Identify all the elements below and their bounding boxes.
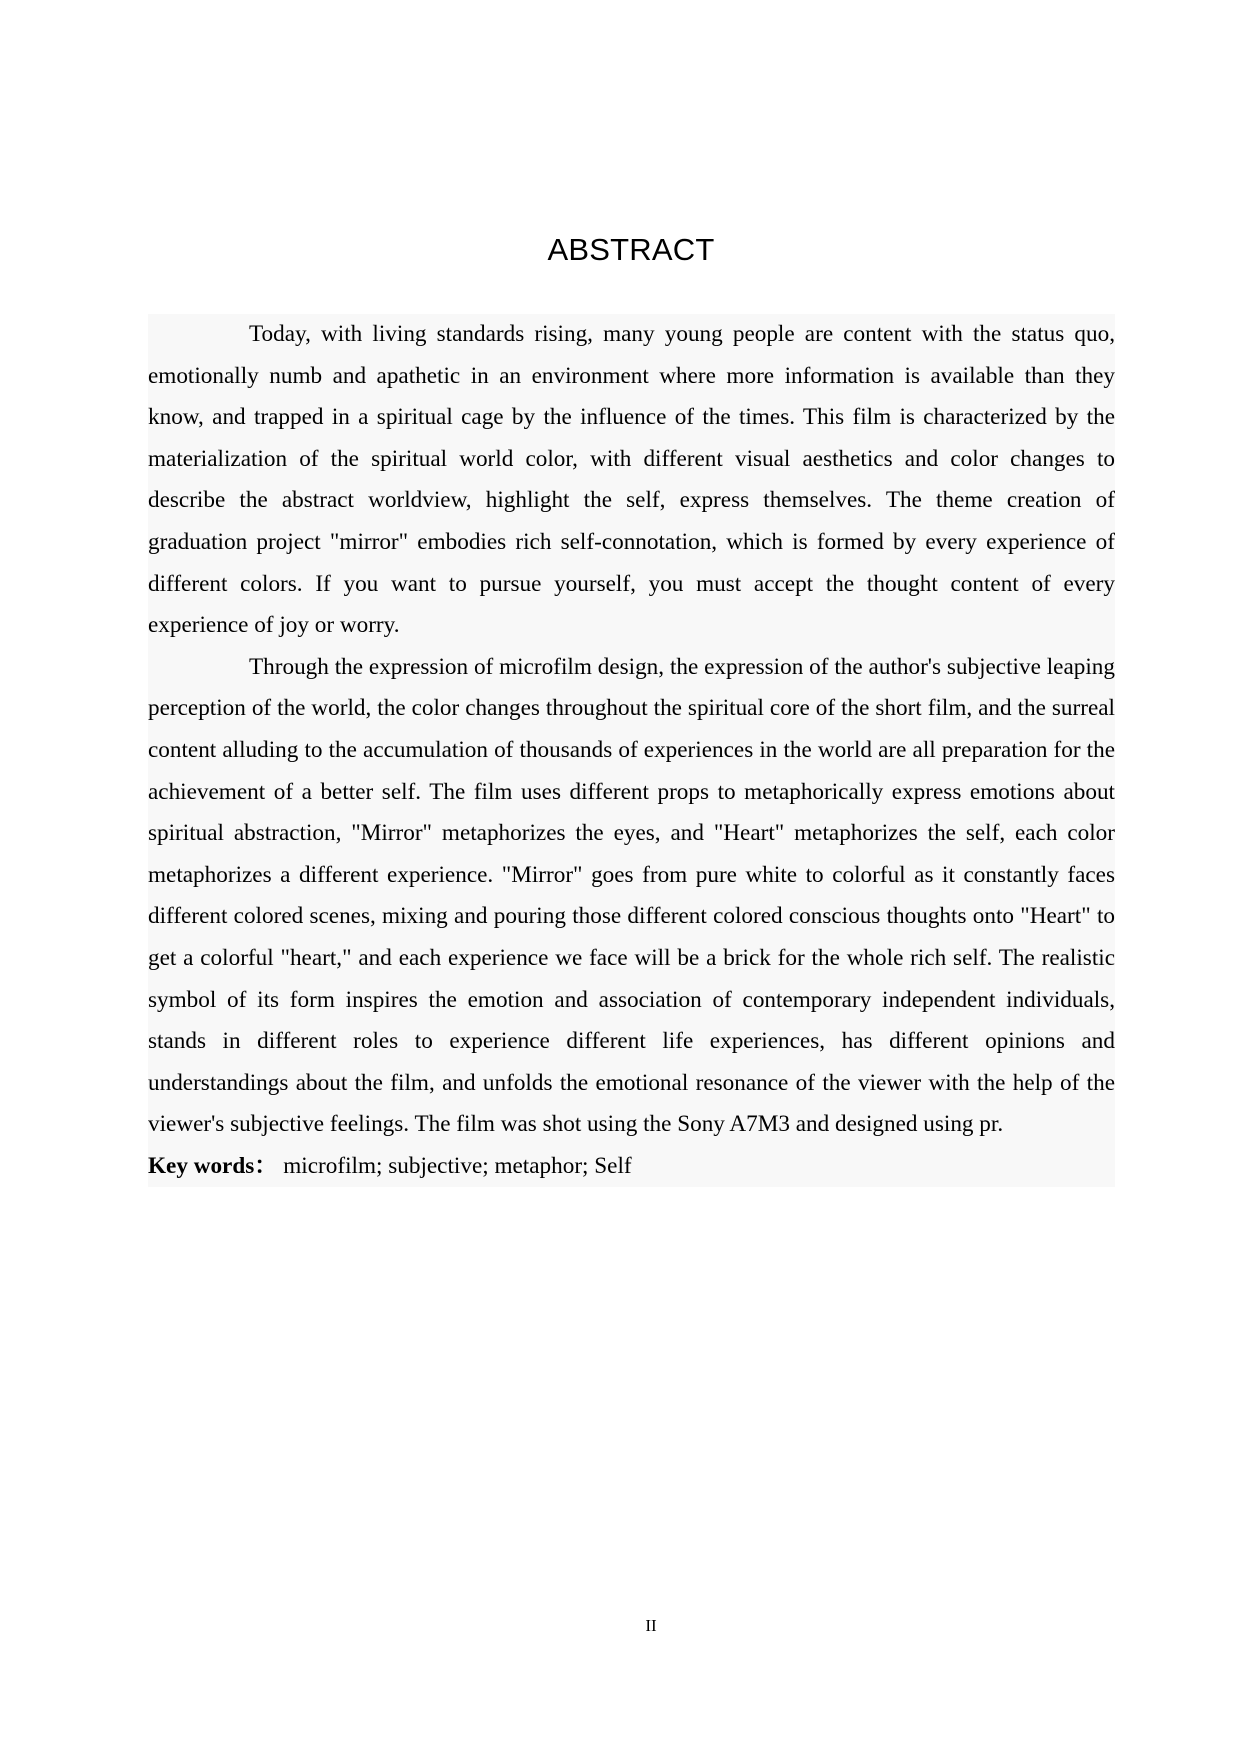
abstract-paragraph-1: Today, with living standards rising, many young people are content with the status quo, emotionally numb and apathetic in an environment where more information is available than they know, and trapped in a spiritual cage by the influence of the times. This film is characterized by the materialization of the spiritual world color, with different visual aesthetics and color changes to describe the abstract worldview, highlight the self, express themselves. The theme creation of graduation project "mirror" embodies rich self-connotation, which is formed by every experience of different colors. If you want to pursue yourself, you must accept the thought content of every experience of joy or worry. (148, 321, 1115, 639)
abstract-title: ABSTRACT (547, 232, 715, 267)
abstract-body (148, 314, 1115, 1187)
keywords-label: Key words： (148, 1152, 278, 1179)
page-number: II (645, 1616, 657, 1635)
abstract-paragraph-2: Through the expression of microfilm design, the expression of the author's subjective leaping perception of the world, the color changes throughout the spiritual core of the short film, and the surreal content alluding to the accumulation of thousands of experiences in the world are all preparation for the achievement of a better self. The film uses different props to metaphorically express emotions about spiritual abstraction, "Mirror" metaphorizes the eyes, and "Heart" metaphorizes the self, each color metaphorizes a different experience. "Mirror" goes from pure white to colorful as it constantly faces different colored scenes, mixing and pouring those different colored conscious thoughts onto "Heart" to get a colorful "heart," and each experience we face will be a brick for the whole rich self. The realistic symbol of its form inspires the emotion and association of contemporary independent individuals, stands in different roles to experience different life experiences, has different opinions and understandings about the film, and unfolds the emotional resonance of the viewer with the help of the viewer's subjective feelings. The film was shot using the Sony A7M3 and designed using pr. (148, 653, 1115, 1138)
keywords-text: microfilm; subjective; metaphor; Self (283, 1152, 632, 1179)
keywords-line (148, 1146, 1115, 1188)
